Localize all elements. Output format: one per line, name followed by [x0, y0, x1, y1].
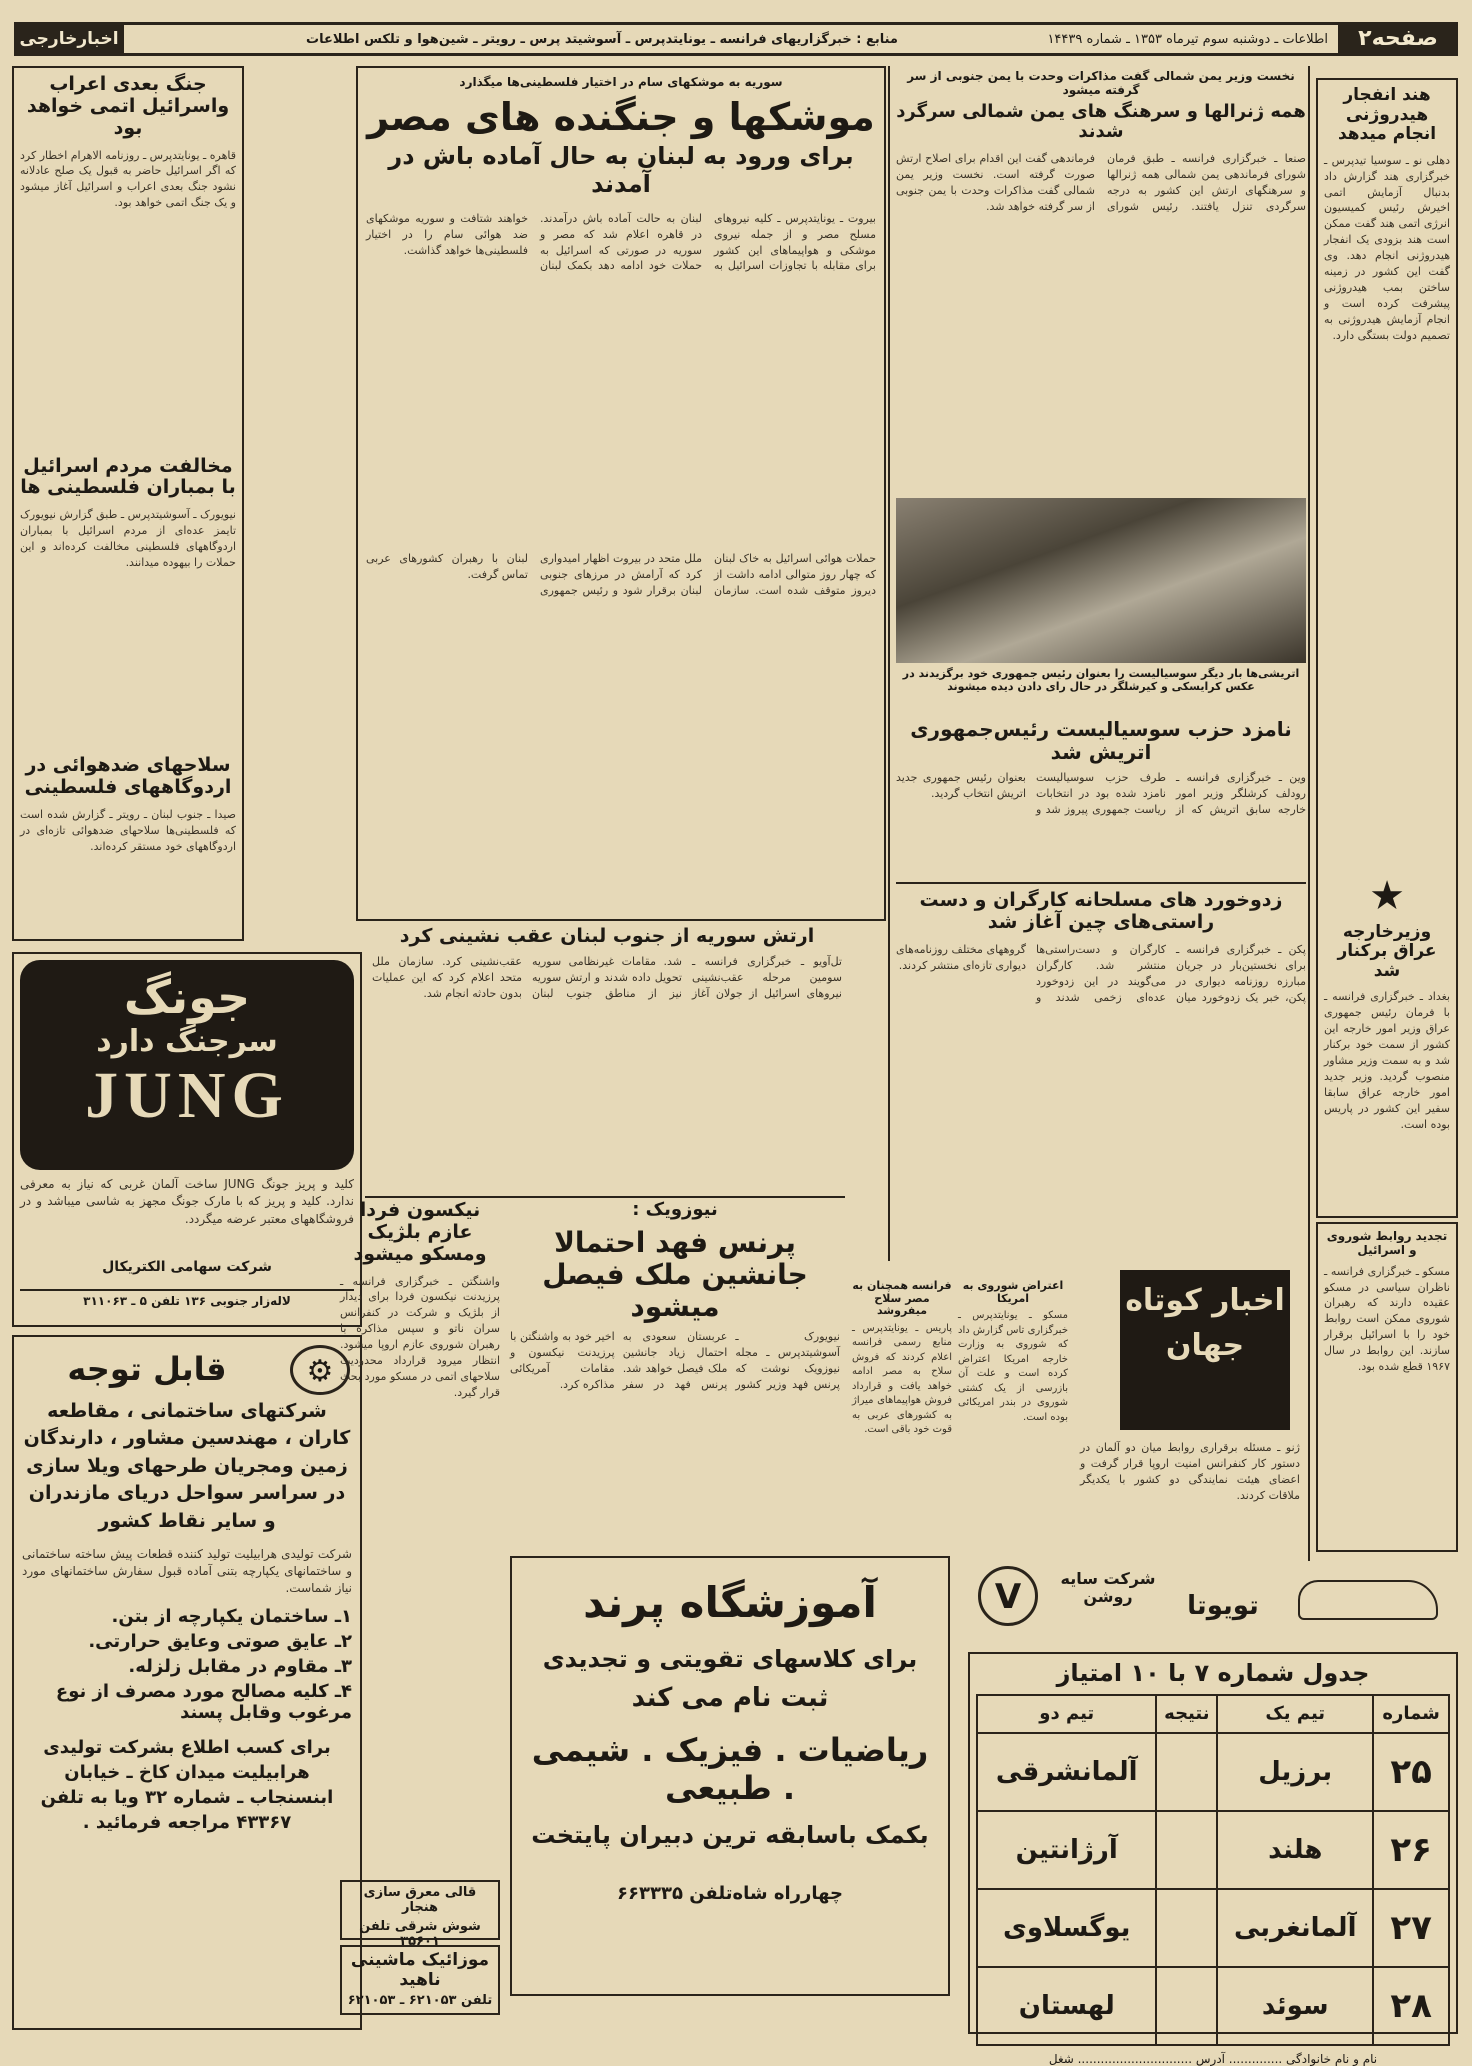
ad-jung [12, 952, 362, 1327]
music-name: موزائیک ماشینی ناهید [350, 1950, 490, 1990]
row-number: ۲۵ [1373, 1733, 1449, 1811]
france-arms-headline: فرانسه همچنان به مصر سلاح میفروشد [852, 1279, 952, 1318]
row-team2: یوگسلاوی [977, 1889, 1156, 1967]
newsweek-body: نیویورک ـ آسوشیتدپرس ـ مجله نیوزویک نوشت که پرنس فهد وزیر کشور عربستان سعودی به احتمال زیاد جانشین ملک فیصل خواهد شد. پرنس فهد در سفر اخیر خود به واشنگتن با پرزیدنت نیکسون و مقامات آمریکائی مذاکره کرد. [510, 1330, 840, 1392]
masthead [14, 22, 1458, 56]
jung-line2: سرجنگ دارد [96, 1024, 278, 1059]
yemen-kicker: نخست وزیر یمن شمالی گفت مذاکرات وحدت با یمن جنوبی از سر گرفته میشود [907, 69, 1295, 97]
protest-body: نیویورک ـ آسوشیتدپرس ـ طبق گزارش نیویورک تایمز عده‌ای از مردم اسرائیل با بمباران اردوگاههای فلسطینی مخالفت کرده‌اند و این حملات را بیهوده میدانند. [20, 508, 236, 570]
ad-carpet [340, 1880, 500, 1949]
egypt-body-2: حملات هوائی اسرائیل به خاک لبنان که چهار روز متوالی ادامه داشت از دیروز متوقف شده است. سازمان ملل متحد در بیروت اظهار امیدواری کرد که آرامش در مرزهای جنوبی لبنان برقرار شود و رئیس جمهوری لبنان با رهبران کشورهای عربی تماس گرفت. [366, 551, 876, 597]
photo-caption: اتریشی‌ها بار دیگر سوسیالیست را بعنوان رئیس جمهوری خود برگزیدند در عکس کرایسکی و کیرشلگر در حال رای دادن دیده میشوند [902, 667, 1300, 693]
score-table [976, 1694, 1450, 2046]
article-france-arms [852, 1280, 952, 1590]
nixon-headline: نیکسون فردا عازم بلژیک ومسکو میشود [353, 1199, 487, 1265]
notice-title: قابل توجه [67, 1350, 227, 1388]
arab-war-headline: جنگ بعدی اعراب واسرائیل اتمی خواهد بود [26, 73, 230, 139]
jung-company: شرکت سهامی الکتریکال [102, 1259, 272, 1275]
article-austria [896, 718, 1306, 878]
yemen-headline: همه ژنرالها و سرهنگ های یمن شمالی سرگرد شدند [896, 100, 1306, 143]
parand-title: آموزشگاه پرند [583, 1578, 877, 1627]
row-team2: آرژانتین [977, 1811, 1156, 1889]
car-icon [1298, 1580, 1438, 1620]
carpet-name: قالی معرق سازی هنجار [363, 1885, 477, 1915]
carpet-phone: شوش شرقی تلفن ۳۵۶۰۱ [359, 1918, 481, 1949]
table-row [977, 1889, 1449, 1967]
gear-icon: ⚙ [290, 1345, 350, 1395]
table-row [977, 1967, 1449, 2045]
yemen-body: صنعا ـ خبرگزاری فرانسه ـ طبق فرمان شورای فرماندهی یمن شمالی همه ژنرالها و سرهنگهای ارتش این کشور به درجه سرگردی تنزل یافتند. رئیس شورای فرماندهی گفت این اقدام برای اصلاح ارتش صورت گرفته است. نخست وزیر یمن شمالی گفت مذاکرات وحدت با یمن جنوبی از سر گرفته خواهد شد. [896, 151, 1306, 213]
soviet-protest-body: مسکو ـ یونایتدپرس ـ خبرگزاری تاس گزارش داد که شوروی به وزارت خارجه امریکا اعتراض کرده است و علت آن بازرسی از یک کشتی شوروی در بندر امریکائی بوده است. [958, 1310, 1068, 1423]
header-cell: شماره [1373, 1695, 1449, 1733]
antiaircraft-headline: سلاحهای ضدهوائی در اردوگاههای فلسطینی [24, 754, 232, 799]
section-label: اخبارخارجی [14, 25, 124, 53]
header-cell: تیم یک [1217, 1695, 1373, 1733]
arab-war-body: قاهره ـ یونایتدپرس ـ روزنامه الاهرام اخطار کرد که اگر اسرائیل حاضر به قبول یک صلح عادلانه نشود جنگ بعدی اعراب و اسرائیل آغاز میشود و یک جنگ اتمی خواهد بود. [20, 148, 236, 210]
notice-item: ۴ـ کلیه مصالح مورد مصرف از نوع مرغوب وقابل پسند [55, 1680, 352, 1723]
china-headline: زدوخورد های مسلحانه کارگران و دست راستی‌های چین آغاز شد [919, 889, 1283, 933]
row-team1: آلمانغربی [1217, 1889, 1373, 1967]
article-china [896, 882, 1306, 1262]
row-number: ۲۸ [1373, 1967, 1449, 2045]
ad-notice [12, 1335, 362, 2030]
article-syria [372, 926, 842, 1196]
soviet-protest-headline: اعتراض شوروی به امریکا [962, 1279, 1064, 1305]
ad-toyota [968, 1562, 1458, 1647]
soviet-israel-body: مسکو ـ خبرگزاری فرانسه ـ ناظران سیاسی در مسکو عقیده دارند که رهبران شوروی ممکن است روابط خود را با اسرائیل برقرار سازند. این روابط در سال ۱۹۶۷ قطع شده بود. [1324, 1264, 1450, 1374]
iraq-headline: وزیرخارجه عراق برکنار شد [1337, 921, 1437, 981]
ad-parand [510, 1556, 950, 1996]
article-egypt [356, 66, 886, 921]
article-soviet-israel [1316, 1222, 1458, 1552]
table-row [977, 1733, 1449, 1811]
divider [365, 1196, 845, 1198]
divider [888, 66, 890, 1261]
jung-line1: جونگ [123, 970, 251, 1024]
newsweek-headline: پرنس فهد احتمالا جانشین ملک فیصل میشود [542, 1225, 808, 1324]
parand-line3: ریاضیات . فیزیک . شیمی . طبیعی [531, 1731, 929, 1807]
toyota-dealer: شرکت سایه روشن [1060, 1569, 1156, 1607]
india-body: دهلی نو ـ سوسیا تیدپرس ـ خبرگزاری هند گزارش داد بدنبال آزمایش اتمی اخیرش رئیس کمیسیون انرژی اتمی هند گفت ممکن است هند بزودی یک انفجار هیدروژنی انجام دهد. وی گفت این کشور در زمینه ساختن بمب هیدروژنی پیشرفت کرده است و انجام آزمایش هیدروژنی به تصمیم دولت بستگی دارد. [1324, 153, 1450, 342]
ad-music [340, 1945, 500, 2015]
notice-item: ۱ـ ساختمان یکپارچه از بتن. [111, 1605, 352, 1627]
syria-body: تل‌آویو ـ خبرگزاری فرانسه ـ سومین مرحله عقب‌نشینی نیروهای اسرائیل از جولان آغاز شد. مقامات غیرنظامی سوریه تحویل داده شدند و ارتش سوریه نیز از مناطق جنوب لبنان عقب‌نشینی کرد. سازمان ملل متحد اعلام کرد که این عملیات بدون حادثه انجام شد. [372, 954, 842, 1000]
table-row [977, 1811, 1449, 1889]
row-result[interactable] [1156, 1811, 1217, 1889]
music-phone: تلفن ۶۲۱۰۵۳ ـ ۶۲۱۰۵۳ [347, 1993, 493, 2009]
lottery-table [968, 1652, 1458, 2066]
jung-banner [20, 960, 354, 1170]
row-number: ۲۶ [1373, 1811, 1449, 1889]
newsweek-kicker: نیوزویک : [632, 1199, 718, 1220]
issue-line: اطلاعات ـ دوشنبه سوم تیرماه ۱۳۵۳ ـ شماره ۱۴۴۳۹ [1047, 32, 1328, 47]
article-soviet-protest [958, 1280, 1068, 1590]
notice-body: شرکت تولیدی هرابیلیت تولید کننده قطعات پیش ساخته ساختمانی و ساختمانهای یکپارچه بتنی آماده قبول سفارش ساختمانهای مورد نیاز شماست. [22, 1546, 352, 1596]
score-header-row [977, 1695, 1449, 1733]
protest-headline: مخالفت مردم اسرائیل با بمباران فلسطینی ها [20, 454, 236, 499]
soviet-israel-headline: تجدید روابط شوروی و اسرائیل [1326, 1229, 1448, 1257]
jung-brand: JUNG [85, 1059, 289, 1132]
parand-address: چهارراه شاه‌تلفن ۶۶۳۳۳۵ [617, 1883, 843, 1904]
austria-body: وین ـ خبرگزاری فرانسه ـ رودلف کرشلگر وزیر امور خارجه سابق اتریش که از طرف حزب سوسیالیست نامزد شده بود در انتخابات ریاست جمهوری پیروز شد و بعنوان رئیس جمهوری جدید اتریش انتخاب گردید. [896, 771, 1306, 816]
notice-item: ۲ـ عایق صوتی وعایق حرارتی. [88, 1630, 352, 1652]
jung-address: لاله‌زار جنوبی ۱۳۶ تلفن ۵ ـ ۳۱۱۰۶۳ [20, 1289, 354, 1309]
row-team1: سوئد [1217, 1967, 1373, 2045]
egypt-kicker: سوریه به موشکهای سام در اختیار فلسطینی‌ها میگذارد [459, 75, 783, 89]
iraq-body: بغداد ـ خبرگزاری فرانسه ـ با فرمان رئیس جمهوری عراق وزیر امور خارجه این کشور از سمت خود برکنار شد و به سمت وزیر مشاور منصوب گردید. وزیر جدید امور خارجه عراق سابقا سفیر این کشور در پاریس بوده است. [1324, 990, 1450, 1131]
sources-line: منابع : خبرگزاریهای فرانسه ـ یونایتدپرس ـ آسوشیتد پرس ـ رویتر ـ شین‌هوا و تلکس اطلاعات [306, 32, 898, 47]
china-body: پکن ـ خبرگزاری فرانسه ـ برای نخستین‌بار در جریان مبارزه روزنامه دیواری در پکن، خبر یک زدوخورد میان کارگران و دست‌راستی‌ها منتشر شد. کارگران می‌گویند در این زدوخورد عده‌ای زخمی شدند و گروههای مختلف روزنامه‌های دیواری تازه‌ای منتشر کردند. [896, 942, 1306, 1004]
article-short-news [1080, 1270, 1300, 1555]
egypt-subhead: برای ورود به لبنان به حال آماده باش در آمدند [388, 142, 854, 199]
short-news-body: ژنو ـ مسئله برقراری روابط میان دو آلمان در دستور کار کنفرانس امنیت اروپا قرار گرفت و اعضای هیئت نمایندگی دو کشور با یکدیگر ملاقات کردند. [1080, 1441, 1300, 1502]
star-icon: ★ [1369, 872, 1405, 919]
row-team2: لهستان [977, 1967, 1156, 2045]
header-cell: نتیجه [1156, 1695, 1217, 1733]
egypt-headline: موشکها و جنگنده های مصر [367, 94, 875, 139]
row-result[interactable] [1156, 1733, 1217, 1811]
lottery-form-line[interactable]: نام و نام خانوادگی .............. آدرس .............................. شغل [1048, 2051, 1378, 2066]
short-news-box [1120, 1270, 1290, 1430]
toyota-brand: تویوتا [1187, 1591, 1259, 1621]
short-news-title: اخبار کوتاه جهان [1125, 1283, 1285, 1363]
antiaircraft-body: صیدا ـ جنوب لبنان ـ رویتر ـ گزارش شده است که فلسطینی‌ها سلاحهای ضدهوائی تازه‌ای در اردوگاههای خود مستقر کرده‌اند. [20, 807, 236, 853]
jung-body: کلید و پریز جونگ JUNG ساخت آلمان غربی که نیاز به معرفی ندارد. کلید و پریز که با مارک جونگ مجهز به شاسی میباشد و در فروشگاههای معتبر عرضه میگردد. [20, 1177, 354, 1226]
lottery-title: جدول شماره ۷ با ۱۰ امتیاز [1056, 1659, 1370, 1687]
notice-contact: برای کسب اطلاع بشرکت تولیدی هرابیلیت میدان کاخ ـ خیابان ابنسنجاب ـ شماره ۳۲ ویا به تلفن ۴۳۳۶۷ مراجعه فرمائید . [40, 1736, 334, 1834]
article-nixon [340, 1200, 500, 1820]
row-team1: هلند [1217, 1811, 1373, 1889]
parand-line4: بکمک باسابقه ترین دبیران پایتخت [531, 1821, 929, 1849]
egypt-body: بیروت ـ یونایتدپرس ـ کلیه نیروهای مسلح مصر و از جمله نیروی موشکی و هواپیماهای این کشور برای مقابله با تجاوزات اسرائیل به لبنان به حالت آماده باش درآمدند. در قاهره اعلام شد که مصر و سوریه در صورتی که اسرائیل به حملات خود ادامه دهد بکمک لبنان خواهند شتافت و سوریه موشکهای ضد هوائی سام را در اختیار فلسطینی‌ها خواهد گذاشت. [366, 211, 876, 273]
row-result[interactable] [1156, 1889, 1217, 1967]
page-label: صفحه۲ [1338, 25, 1458, 53]
row-number: ۲۷ [1373, 1889, 1449, 1967]
parand-line2: ثبت نام می کند [631, 1683, 829, 1713]
header-cell: تیم دو [977, 1695, 1156, 1733]
article-india [1316, 78, 1458, 1218]
article-arab-war [12, 66, 244, 941]
france-arms-body: پاریس ـ یونایتدپرس ـ منابع رسمی فرانسه اعلام کردند که فروش سلاح به مصر ادامه خواهد یافت و قرارداد فروش هواپیماهای میراژ به کشورهای عربی به قوت خود باقی است. [852, 1322, 952, 1436]
notice-item: ۳ـ مقاوم در مقابل زلزله. [128, 1655, 352, 1677]
nixon-body: واشنگتن ـ خبرگزاری فرانسه ـ پرزیدنت نیکسون فردا برای دیدار از بلژیک و شرکت در کنفرانس سران ناتو و سپس مذاکره با رهبران شوروی عازم اروپا میشود. انتظار میرود قرارداد محدودیت سلاحهای اتمی در مسکو مورد بحث قرار گیرد. [340, 1274, 500, 1400]
india-headline: هند انفجار هیدروژنی انجام میدهد [1337, 85, 1437, 145]
news-photo [896, 498, 1306, 663]
row-team2: آلمانشرقی [977, 1733, 1156, 1811]
article-newsweek [510, 1200, 840, 1450]
parand-line1: برای کلاسهای تقویتی و تجدیدی [542, 1645, 918, 1673]
v-logo-icon: V [978, 1566, 1038, 1626]
syria-headline: ارتش سوریه از جنوب لبنان عقب نشینی کرد [399, 925, 815, 947]
austria-headline: نامزد حزب سوسیالیست رئیس‌جمهوری اتریش شد [910, 717, 1292, 764]
notice-lead: شرکتهای ساختمانی ، مقاطعه کاران ، مهندسین مشاور ، دارندگان زمین ومجریان طرحهای ویلا سازی در سراسر سواحل دریای مازندران و سایر نقاط کشور [23, 1399, 351, 1532]
row-team1: برزیل [1217, 1733, 1373, 1811]
row-result[interactable] [1156, 1967, 1217, 2045]
divider [1308, 66, 1310, 1561]
